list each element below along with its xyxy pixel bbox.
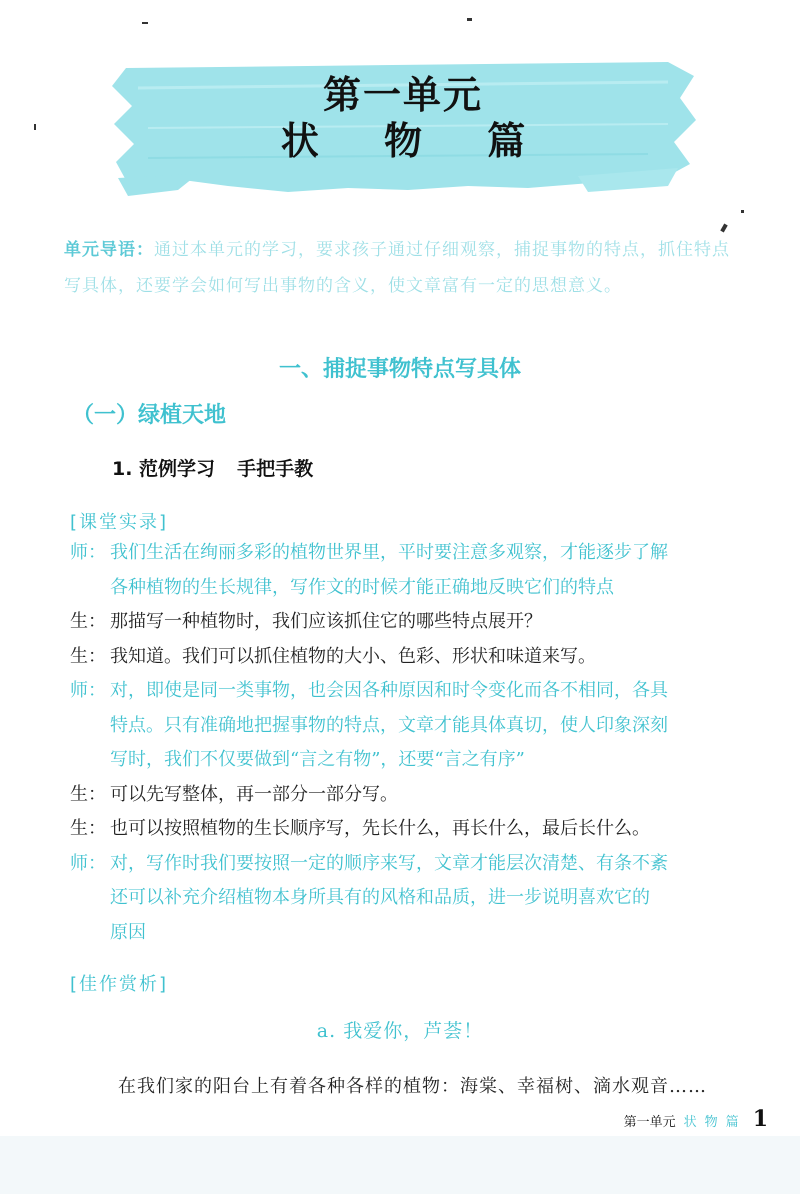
classroom-record-tag: [课堂实录] bbox=[70, 512, 169, 533]
section-title: 一、捕捉事物特点写具体 bbox=[278, 357, 521, 382]
dialog-line: 对，即使是同一类事物，也会因各种原因和时令变化而各不相同，各具 bbox=[110, 680, 668, 701]
sub-section-title: （一）绿植天地 bbox=[72, 403, 227, 428]
speaker-label: 师： bbox=[70, 680, 106, 701]
step-heading bbox=[112, 454, 313, 481]
dialog-line: 各种植物的生长规律，写作文的时候才能正确地反映它们的特点 bbox=[110, 576, 614, 598]
page-number: 1 bbox=[752, 1106, 768, 1132]
dialog-turn bbox=[70, 778, 760, 813]
footer-part: 状物篇 bbox=[683, 1115, 747, 1130]
dialog-line: 特点。只有准确地把握事物的特点，文章才能具体真切，使人印象深刻 bbox=[110, 714, 668, 736]
footer-unit: 第一单元 bbox=[623, 1115, 676, 1130]
speaker-label: 生： bbox=[70, 783, 106, 805]
speaker-label: 师： bbox=[70, 852, 106, 874]
speaker-label: 师： bbox=[70, 542, 106, 563]
dialog-turn bbox=[70, 536, 760, 605]
scan-speck bbox=[467, 18, 472, 21]
essay-appreciation-tag: [佳作赏析] bbox=[70, 974, 169, 995]
dialog-turn bbox=[70, 674, 760, 778]
dialog-line: 那描写一种植物时，我们应该抓住它的哪些特点展开？ bbox=[110, 611, 542, 632]
essay-first-line: 在我们家的阳台上有着各种各样的植物：海棠、幸福树、滴水观音…… bbox=[118, 1076, 707, 1097]
page-bottom-band bbox=[0, 1136, 800, 1194]
unit-title: 第一单元 bbox=[322, 73, 483, 117]
dialog-line: 写时，我们不仅要做到“言之有物”，还要“言之有序” bbox=[110, 749, 525, 770]
speaker-label: 生： bbox=[70, 818, 106, 839]
scan-speck bbox=[142, 22, 148, 24]
dialog-turn bbox=[70, 640, 760, 675]
scan-speck bbox=[34, 124, 36, 130]
dialog-turn bbox=[70, 812, 760, 847]
intro-lead: 单元导语： bbox=[64, 240, 154, 260]
page-footer bbox=[624, 1106, 768, 1132]
classroom-dialog bbox=[70, 536, 760, 950]
essay-title: a. 我爱你，芦荟！ bbox=[316, 1020, 484, 1042]
scan-speck bbox=[741, 210, 744, 213]
dialog-turn bbox=[70, 605, 760, 640]
dialog-line: 还可以补充介绍植物本身所具有的风格和品质，进一步说明喜欢它的 bbox=[110, 887, 650, 908]
unit-subtitle: 状 物 篇 bbox=[280, 119, 552, 163]
step-sublabel: 手把手教 bbox=[237, 458, 314, 480]
dialog-line: 可以先写整体，再一部分一部分写。 bbox=[110, 783, 398, 805]
dialog-line: 也可以按照植物的生长顺序写，先长什么，再长什么，最后长什么。 bbox=[110, 818, 650, 839]
dialog-line: 对，写作时我们要按照一定的顺序来写，文章才能层次清楚、有条不紊 bbox=[110, 852, 668, 874]
unit-banner bbox=[108, 58, 698, 208]
dialog-line: 我们生活在绚丽多彩的植物世界里，平时要注意多观察，才能逐步了解 bbox=[110, 542, 668, 563]
dialog-line: 我知道。我们可以抓住植物的大小、色彩、形状和味道来写。 bbox=[110, 645, 596, 667]
intro-text: 通过本单元的学习，要求孩子通过仔细观察，捕捉事物的特点，抓住特点写具体，还要学会如何写出事物的含义，使文章富有一定的思想意义。 bbox=[64, 240, 730, 296]
speaker-label: 生： bbox=[70, 611, 106, 632]
dialog-line: 原因 bbox=[110, 921, 146, 943]
step-label: 1. 范例学习 bbox=[112, 458, 216, 480]
unit-intro bbox=[64, 232, 744, 304]
speaker-label: 生： bbox=[70, 645, 106, 667]
dialog-turn bbox=[70, 847, 760, 951]
